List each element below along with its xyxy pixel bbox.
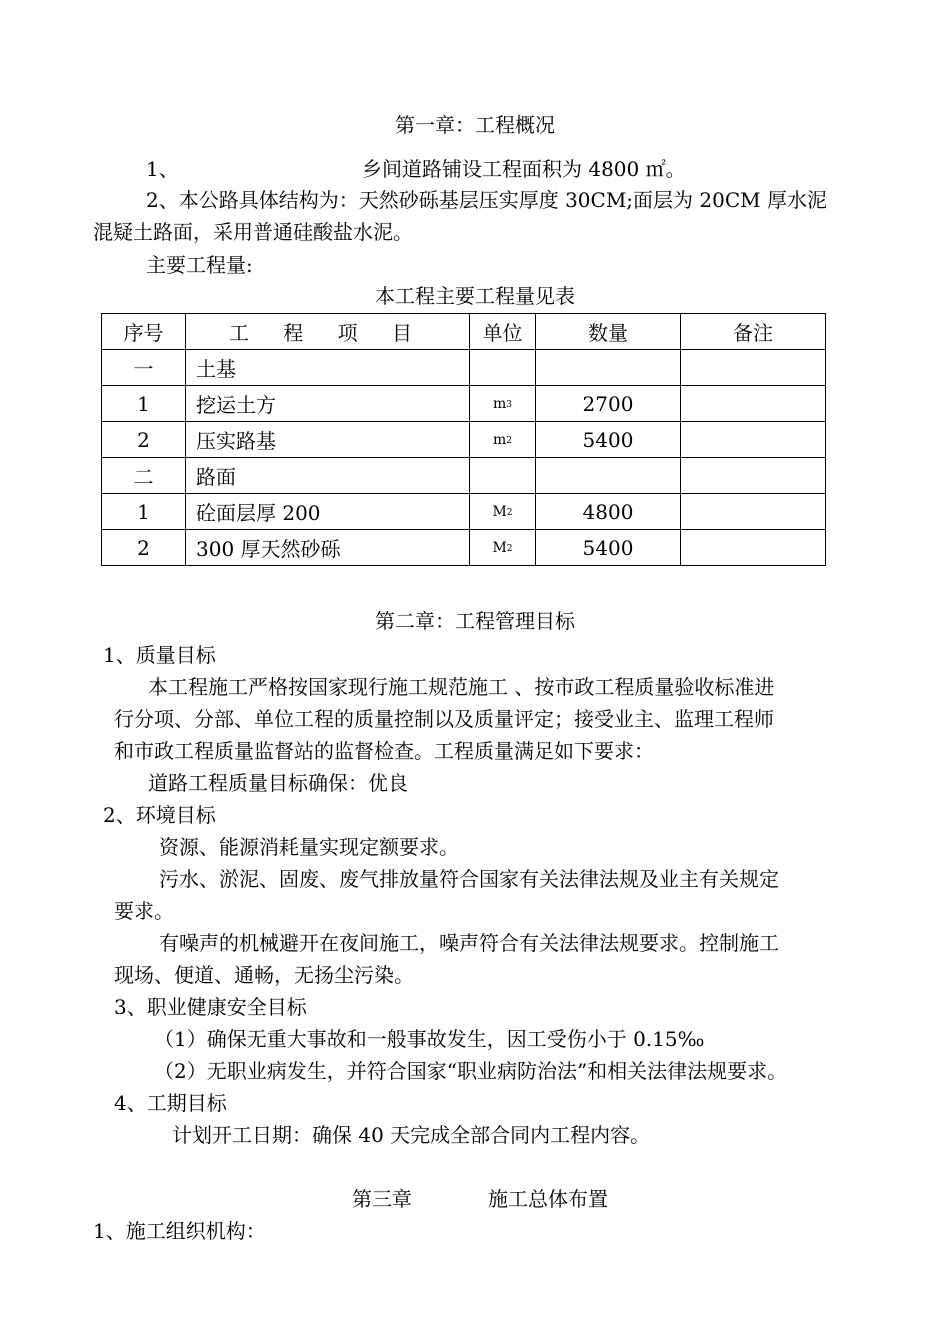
item2-line1: 2、本公路具体结构为：天然砂砾基层压实厚度 30CM;面层为 20CM 厚水泥 [146, 188, 827, 212]
cell-note [681, 422, 826, 458]
table-row [102, 458, 826, 494]
quantities-table [101, 313, 826, 566]
cell-qty [536, 458, 681, 494]
cell-name: 砼面层厚 200 [186, 494, 470, 530]
section-environment-title: 2、环境目标 [103, 803, 216, 827]
cell-qty: 2700 [536, 386, 681, 422]
schedule-line1: 计划开工日期：确保 40 天完成全部合同内工程内容。 [172, 1123, 651, 1147]
cell-unit [470, 350, 536, 386]
cell-unit: m3 [470, 386, 536, 422]
quality-paragraph-line2: 行分项、分部、单位工程的质量控制以及质量评定；接受业主、监理工程师 [114, 707, 774, 731]
table-row [102, 422, 826, 458]
section-organization-title: 1、施工组织机构： [93, 1219, 266, 1243]
chapter3-title-number: 第三章 [352, 1187, 412, 1211]
cell-qty: 4800 [536, 494, 681, 530]
cell-no: 2 [102, 422, 186, 458]
chapter3-title-text: 施工总体布置 [488, 1187, 608, 1211]
environment-line1: 资源、能源消耗量实现定额要求。 [159, 835, 459, 859]
environment-line3a: 有噪声的机械避开在夜间施工，噪声符合有关法律法规要求。控制施工 [159, 931, 779, 955]
chapter2-title: 第二章：工程管理目标 [375, 609, 575, 633]
header-item: 工 程 项 目 [186, 314, 470, 350]
cell-note [681, 386, 826, 422]
cell-name: 压实路基 [186, 422, 470, 458]
cell-no: 二 [102, 458, 186, 494]
cell-name: 土基 [186, 350, 470, 386]
table-row [102, 530, 826, 566]
environment-line2a: 污水、淤泥、固废、废气排放量符合国家有关法律法规及业主有关规定 [159, 867, 779, 891]
cell-name: 挖运土方 [186, 386, 470, 422]
section-safety-title: 3、职业健康安全目标 [114, 995, 307, 1019]
cell-name: 路面 [186, 458, 470, 494]
cell-no: 2 [102, 530, 186, 566]
chapter1-title: 第一章：工程概况 [395, 113, 555, 137]
table-caption: 本工程主要工程量见表 [375, 284, 575, 308]
environment-line2b: 要求。 [114, 899, 174, 923]
cell-name: 300 厚天然砂砾 [186, 530, 470, 566]
cell-no: 1 [102, 386, 186, 422]
item1-number: 1、 [146, 157, 179, 181]
cell-no: 1 [102, 494, 186, 530]
cell-qty [536, 350, 681, 386]
item1-text: 乡间道路铺设工程面积为 4800 ㎡。 [362, 157, 686, 181]
cell-no: 一 [102, 350, 186, 386]
table-header-row [102, 314, 826, 350]
environment-line3b: 现场、便道、通畅，无扬尘污染。 [114, 963, 414, 987]
table-row [102, 494, 826, 530]
header-note: 备注 [681, 314, 826, 350]
cell-unit: M2 [470, 494, 536, 530]
cell-note [681, 530, 826, 566]
safety-line1: （1）确保无重大事故和一般事故发生，因工受伤小于 0.15‰ [154, 1027, 705, 1051]
cell-note [681, 350, 826, 386]
cell-qty: 5400 [536, 422, 681, 458]
cell-unit: m2 [470, 422, 536, 458]
safety-line2: （2）无职业病发生，并符合国家“职业病防治法”和相关法律法规要求。 [154, 1059, 788, 1083]
main-quantities-label: 主要工程量: [146, 253, 253, 277]
cell-note [681, 458, 826, 494]
cell-qty: 5400 [536, 530, 681, 566]
header-unit: 单位 [470, 314, 536, 350]
header-qty: 数量 [536, 314, 681, 350]
table-row [102, 350, 826, 386]
cell-note [681, 494, 826, 530]
cell-unit: M2 [470, 530, 536, 566]
quality-paragraph-line3: 和市政工程质量监督站的监督检查。工程质量满足如下要求： [114, 739, 654, 763]
quality-target-line: 道路工程质量目标确保：优良 [148, 771, 408, 795]
header-no: 序号 [102, 314, 186, 350]
quality-paragraph-line1: 本工程施工严格按国家现行施工规范施工 、按市政工程质量验收标准进 [148, 675, 775, 699]
section-quality-title: 1、质量目标 [103, 643, 216, 667]
table-row [102, 386, 826, 422]
section-schedule-title: 4、工期目标 [114, 1091, 227, 1115]
item2-line2: 混疑土路面，采用普通硅酸盐水泥。 [93, 220, 413, 244]
cell-unit [470, 458, 536, 494]
